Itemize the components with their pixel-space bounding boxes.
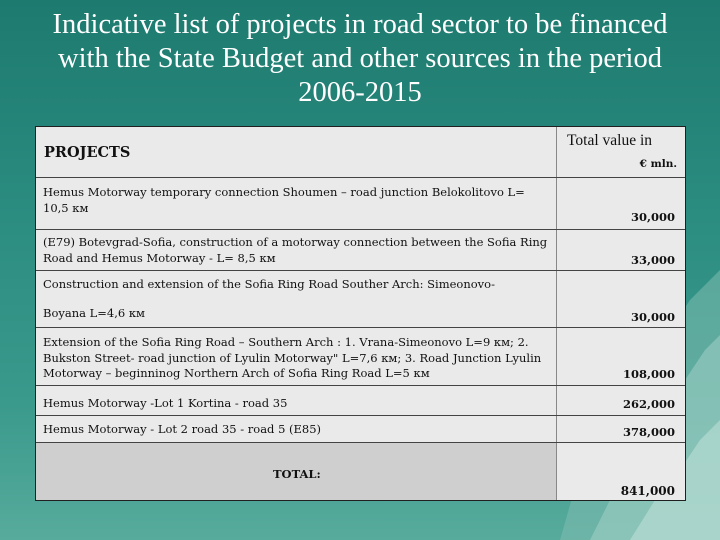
project-row-4-value: 108,000: [622, 367, 675, 381]
projects-table: [35, 126, 686, 501]
slide-title: [0, 8, 720, 110]
row-divider: [36, 442, 685, 443]
row-divider: [36, 385, 685, 386]
project-row-5-value: 262,000: [622, 397, 675, 411]
project-row-2-text: (E79) Botevgrad-Sofia, construction of a motorway connection between the Sofia Ring Road and Hemus Motorway - L= 8,5 км: [43, 235, 548, 265]
project-row-5-text: Hemus Motorway -Lot 1 Kortina - road 35: [43, 396, 288, 410]
project-row-6-text: Hemus Motorway - Lot 2 road 35 - road 5 (E85): [43, 422, 322, 436]
title-line-1: Indicative list of projects in road sector to be financed: [52, 9, 668, 40]
project-row-3-text-line2: Boyana L=4,6 км: [43, 306, 145, 320]
project-row-2-value: 33,000: [630, 253, 675, 267]
row-divider: [36, 415, 685, 416]
row-divider: [36, 177, 685, 178]
title-line-3: 2006-2015: [298, 77, 422, 108]
title-line-2: with the State Budget and other sources in the period: [58, 43, 662, 74]
project-row-1-text: Hemus Motorway temporary connection Shoumen – road junction Belokolitovo L= 10,5 км: [43, 185, 525, 215]
header-projects: PROJECTS: [44, 144, 131, 161]
total-value: 841,000: [620, 484, 675, 498]
project-row-1-value: 30,000: [630, 210, 675, 224]
header-currency-unit: € mln.: [639, 158, 677, 170]
column-divider: [556, 127, 557, 500]
total-label: TOTAL:: [273, 467, 321, 481]
header-total-value: Total value in: [567, 132, 653, 149]
project-row-3-text-line1: Construction and extension of the Sofia Ring Road Souther Arch: Simeonovo-: [43, 277, 495, 291]
row-divider: [36, 229, 685, 230]
project-row-6-value: 378,000: [622, 425, 675, 439]
project-row-4-text: Extension of the Sofia Ring Road – Southern Arch : 1. Vrana-Simeonovo L=9 км; 2. Bukston Street- road junction of Lyulin Motorway" L=7,6 км; 3. Road Junction Lyulin Motorway – beginninog Northern Arch of Sofia Ring Road L=5 км: [43, 335, 542, 380]
project-row-3-value: 30,000: [630, 310, 675, 324]
row-divider: [36, 327, 685, 328]
row-divider: [36, 270, 685, 271]
